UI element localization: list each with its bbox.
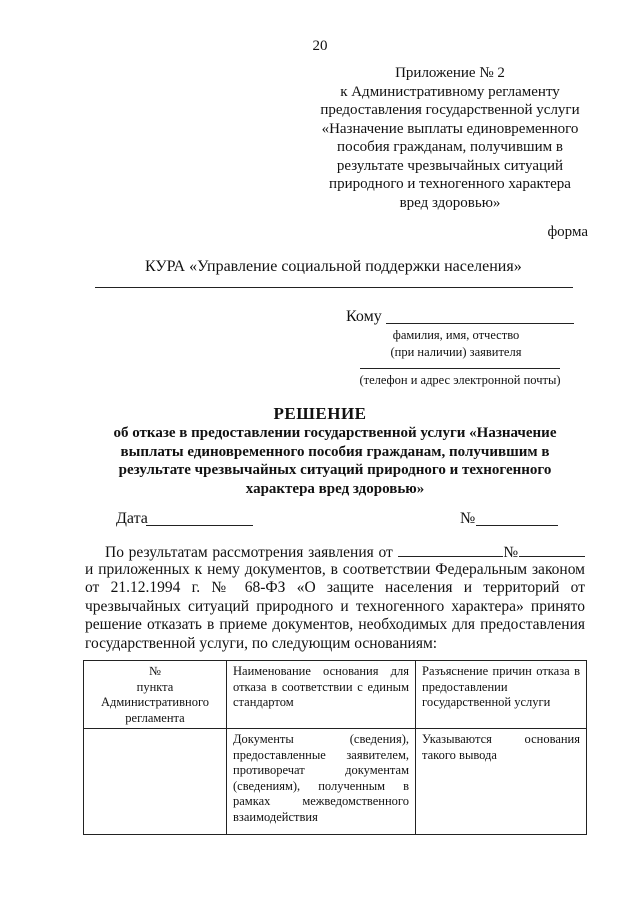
recipient-name-line bbox=[386, 323, 574, 324]
annex-header bbox=[300, 64, 600, 212]
page-number: 20 bbox=[312, 38, 328, 54]
header-point bbox=[84, 661, 227, 729]
header-explanation: Разъяснение причин отказа в предоставлении государственной услуги bbox=[416, 661, 587, 729]
table-header-row bbox=[84, 661, 587, 729]
recipient-contact-line bbox=[360, 368, 560, 369]
paragraph-line: от 21.12.1994 г. № 68-ФЗ «О защите населения и территорий от bbox=[85, 579, 585, 597]
grounds-table bbox=[83, 660, 587, 835]
recipient-contact-caption: (телефон и адрес электронной почты) bbox=[359, 373, 561, 387]
subtitle-line: результате чрезвычайных ситуаций природного и техногенного bbox=[118, 462, 552, 478]
header-text: Административного bbox=[100, 695, 210, 709]
paragraph-line: и приложенных к нему документов, в соответствии Федеральным законом bbox=[85, 560, 585, 578]
annex-line: природного и техногенного характера bbox=[329, 176, 571, 192]
header-ground: Наименование основания для отказа в соответствии с единым стандартом bbox=[227, 661, 416, 729]
decision-subtitle bbox=[95, 424, 575, 498]
paragraph-line: государственной услуги, по следующим основаниям: bbox=[85, 634, 438, 652]
paragraph-text: По результатам рассмотрения заявления от bbox=[105, 544, 393, 561]
annex-line: предоставления государственной услуги bbox=[320, 102, 580, 118]
number-blank-line bbox=[476, 525, 558, 526]
header-text: регламента bbox=[125, 710, 185, 725]
annex-line: результате чрезвычайных ситуаций bbox=[336, 157, 564, 174]
annex-line: к Административному регламенту bbox=[340, 83, 560, 100]
recipient-to-label: Кому bbox=[346, 308, 382, 325]
table-row bbox=[84, 729, 587, 835]
number-label: № bbox=[460, 510, 476, 527]
subtitle-line: об отказе в предоставлении государственной услуги «Назначение bbox=[113, 425, 557, 441]
organization-name: КУРА «Управление социальной поддержки населения» bbox=[145, 258, 522, 275]
paragraph-line: чрезвычайных ситуаций природного и техногенного характера» принято bbox=[85, 597, 585, 615]
annex-line: Приложение № 2 bbox=[395, 65, 505, 81]
paragraph-line: решение отказать в приеме документов, необходимых для предоставления bbox=[85, 616, 585, 634]
date-blank-line bbox=[146, 525, 253, 526]
cell-point bbox=[84, 729, 227, 835]
fio-caption-line: фамилия, имя, отчество bbox=[392, 328, 520, 342]
organization-underline bbox=[95, 287, 573, 288]
subtitle-line: выплаты единовременного пособия гражданам, получившим в bbox=[120, 443, 550, 460]
decision-paragraph bbox=[85, 542, 585, 654]
paragraph-number-sign: № bbox=[502, 544, 520, 561]
annex-line: вред здоровью» bbox=[399, 194, 501, 211]
decision-title: РЕШЕНИЕ bbox=[273, 404, 367, 423]
application-number-blank bbox=[519, 542, 585, 557]
header-text: пункта bbox=[136, 679, 174, 694]
header-text: № bbox=[149, 664, 161, 678]
fio-caption-line: (при наличии) заявителя bbox=[390, 345, 522, 359]
recipient-fio-caption bbox=[340, 327, 572, 361]
paragraph-line bbox=[85, 542, 585, 561]
form-label: форма bbox=[547, 224, 588, 240]
annex-line: пособия гражданам, получившим в bbox=[337, 139, 563, 155]
date-label: Дата bbox=[116, 510, 148, 527]
cell-explanation: Указываются основания такого вывода bbox=[416, 729, 587, 835]
application-date-blank bbox=[398, 542, 503, 557]
cell-ground: Документы (сведения), предоставленные заявителем, противоречат документам (сведениям), полученным в рамках межведомственного взаимодействия bbox=[227, 729, 416, 835]
annex-line: «Назначение выплаты единовременного bbox=[321, 120, 579, 137]
subtitle-line: характера вред здоровью» bbox=[245, 480, 425, 497]
